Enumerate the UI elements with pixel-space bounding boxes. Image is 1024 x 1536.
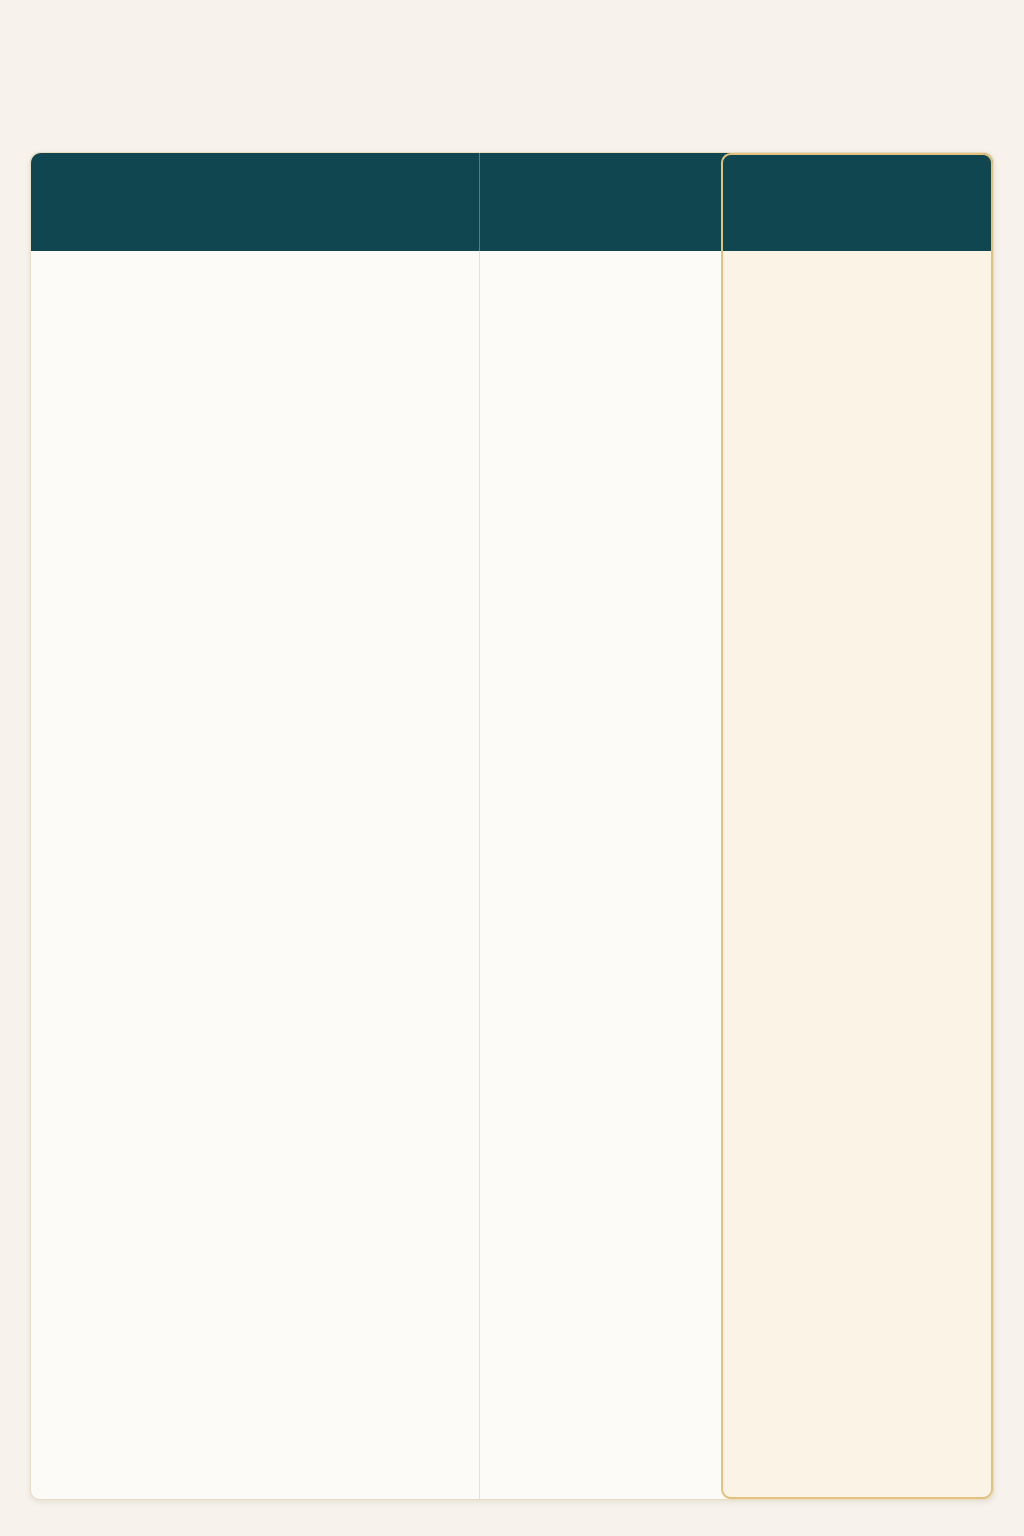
professional-column-highlight — [721, 153, 993, 1499]
header-professional-track-cell — [721, 153, 993, 251]
header-professional-track — [723, 155, 990, 253]
header-benefits — [31, 153, 479, 251]
header-specialist-track — [479, 153, 721, 251]
comparison-table — [30, 152, 994, 1500]
